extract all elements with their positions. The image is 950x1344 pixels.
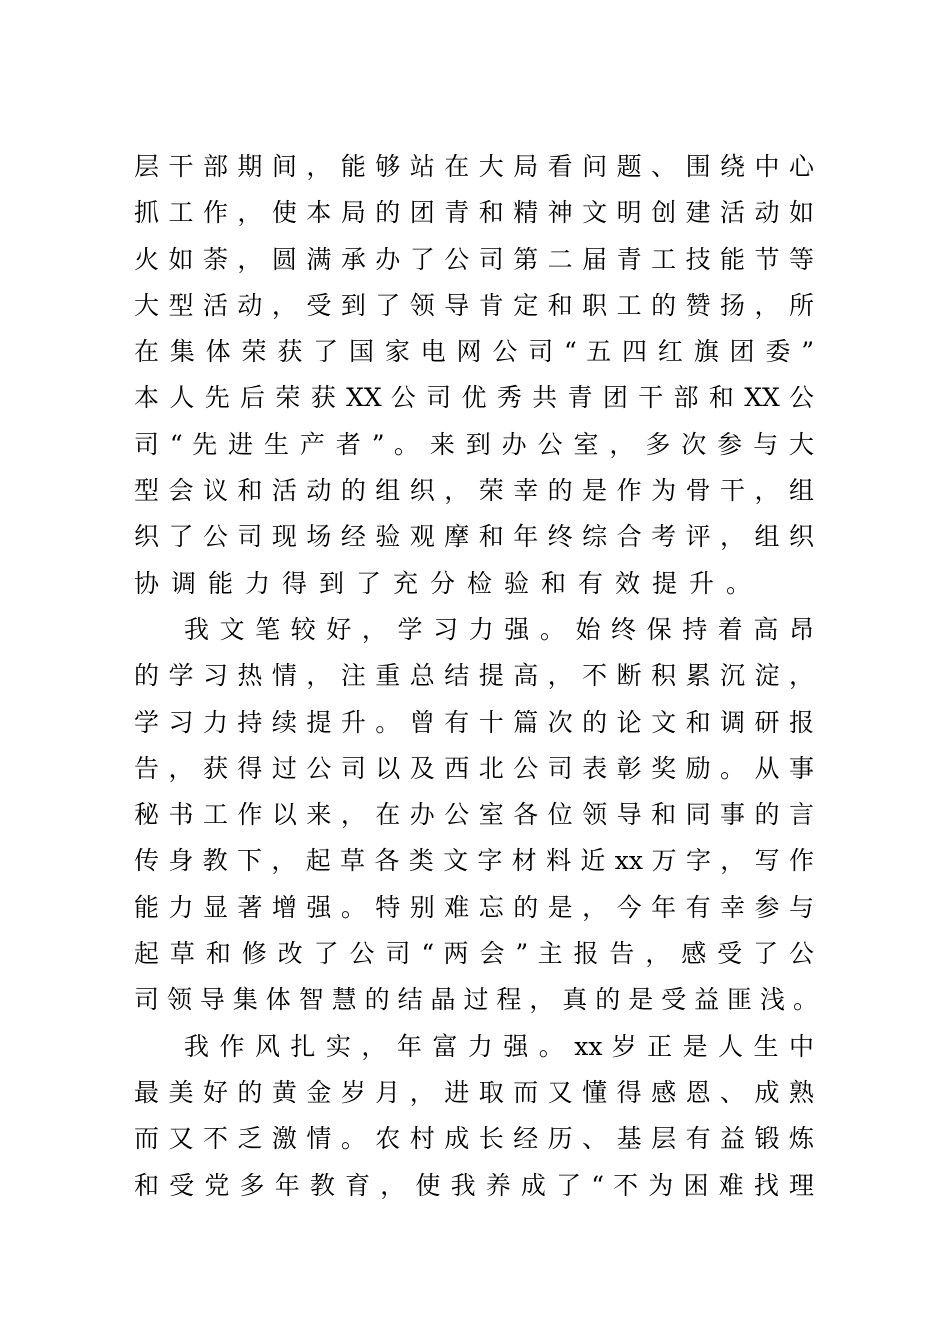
document-body bbox=[134, 144, 818, 1209]
text-line: 和 受 党 多 年 教 育 ， 使 我 养 成 了 “ 不 为 困 难 找 理 bbox=[134, 1170, 814, 1200]
text-line: 的 学 习 热 情 ， 注 重 总 结 提 高 ， 不 断 积 累 沉 淀 ， bbox=[134, 661, 814, 691]
text-line: 司 领 导 集 体 智 慧 的 结 晶 过 程 ， 真 的 是 受 益 匪 浅 。 bbox=[134, 985, 818, 1015]
text-line: 层 干 部 期 间 ， 能 够 站 在 大 局 看 问 题 、 围 绕 中 心 bbox=[134, 152, 814, 181]
text-line: 传 身 教 下 ， 起 草 各 类 文 字 材 料 近 xx 万 字 ， 写 作 bbox=[134, 846, 814, 876]
text-line-paragraph-start: 我 文 笔 较 好 ， 学 习 力 强 。 始 终 保 持 着 高 昂 bbox=[184, 614, 814, 644]
text-line: 而 又 不 乏 激 情 。 农 村 成 长 经 历 、 基 层 有 益 锻 炼 bbox=[134, 1124, 814, 1154]
text-line: 起 草 和 修 改 了 公 司 “ 两 会 ” 主 报 告 ， 感 受 了 公 bbox=[134, 939, 814, 969]
text-line: 司 “ 先 进 生 产 者 ” 。 来 到 办 公 室 ， 多 次 参 与 大 bbox=[134, 429, 814, 459]
text-line: 火 如 荼 ， 圆 满 承 办 了 公 司 第 二 届 青 工 技 能 节 等 bbox=[134, 244, 814, 274]
text-line: 型 会 议 和 活 动 的 组 织 ， 荣 幸 的 是 作 为 骨 干 ， 组 bbox=[134, 476, 814, 506]
text-line-paragraph-end: 协调能力得到了充分检验和有效提升。 bbox=[134, 568, 764, 598]
text-line: 在 集 体 荣 获 了 国 家 电 网 公 司 “ 五 四 红 旗 团 委 ” bbox=[134, 337, 814, 367]
text-line: 能 力 显 著 增 强 。 特 别 难 忘 的 是 ， 今 年 有 幸 参 与 bbox=[134, 892, 814, 922]
text-line: 秘 书 工 作 以 来 ， 在 办 公 室 各 位 领 导 和 同 事 的 言 bbox=[134, 800, 814, 830]
text-line-paragraph-start: 我 作 风 扎 实 ， 年 富 力 强 。 xx 岁 正 是 人 生 中 bbox=[184, 1031, 814, 1061]
text-line: 大 型 活 动 ， 受 到 了 领 导 肯 定 和 职 工 的 赞 扬 ， 所 bbox=[134, 290, 814, 320]
text-line: 抓 工 作 ， 使 本 局 的 团 青 和 精 神 文 明 创 建 活 动 如 bbox=[134, 198, 814, 228]
text-line: 告 ， 获 得 过 公 司 以 及 西 北 公 司 表 彰 奖 励 。 从 事 bbox=[134, 753, 814, 783]
text-line: 学 习 力 持 续 提 升 。 曾 有 十 篇 次 的 论 文 和 调 研 报 bbox=[134, 707, 814, 737]
text-line: 织 了 公 司 现 场 经 验 观 摩 和 年 终 综 合 考 评 ， 组 织 bbox=[134, 522, 814, 552]
text-line: 最 美 好 的 黄 金 岁 月 ， 进 取 而 又 懂 得 感 恩 、 成 熟 bbox=[134, 1077, 814, 1107]
text-line: 本 人 先 后 荣 获 XX 公 司 优 秀 共 青 团 干 部 和 XX 公 bbox=[134, 383, 814, 413]
